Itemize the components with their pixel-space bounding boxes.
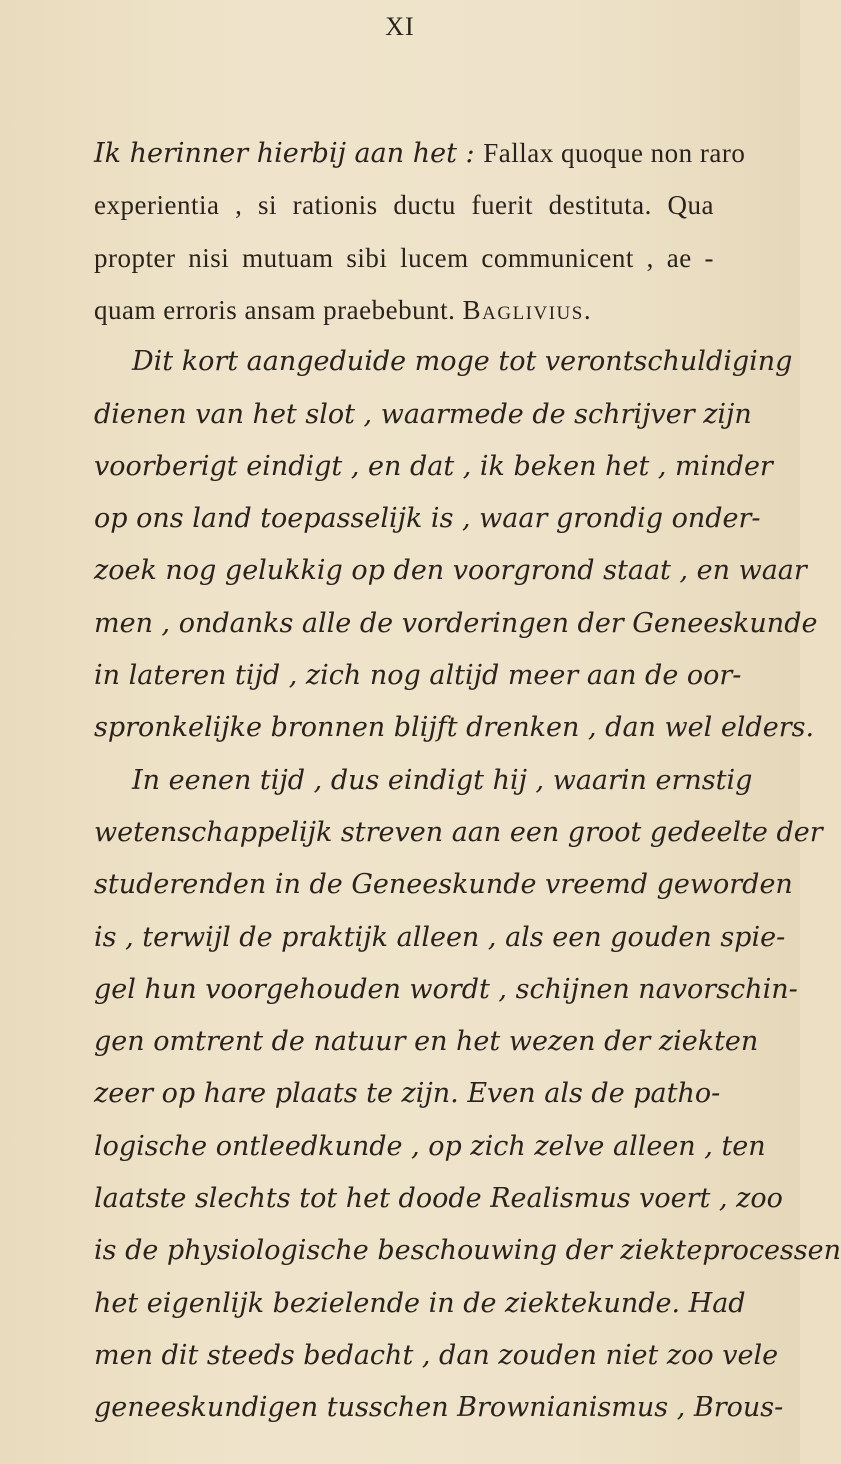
text-line: laatste slechts tot het doode Realismus voert , zoo <box>94 1183 783 1214</box>
text-line: Ik herinner hierbij aan het : Fallax quoque non raro <box>94 138 746 169</box>
text-line: voorberigt eindigt , en dat , ik beken het , minder <box>94 450 773 482</box>
author-name: Baglivius. <box>462 294 593 325</box>
text-line: logische ontleedkunde , op zich zelve alleen , ten <box>94 1130 766 1162</box>
text-line: in lateren tijd , zich nog altijd meer aan de oor- <box>94 660 742 691</box>
text-line: is de physiologische beschouwing der ziekteprocessen <box>94 1235 841 1267</box>
text-line: het eigenlijk bezielende in de ziektekunde. Had <box>94 1287 746 1319</box>
text-line: zoek nog gelukkig op den voorgrond staat , en waar <box>94 555 807 587</box>
text-line: Dit kort aangeduide moge tot verontschuldiging <box>132 346 793 378</box>
text-line: propter nisi mutuam sibi lucem communicent , ae - <box>94 242 714 273</box>
text-line: men dit steeds bedacht , dan zouden niet zoo vele <box>94 1339 779 1371</box>
text-line: dienen van het slot , waarmede de schrijver zijn <box>94 398 752 430</box>
text-line: geneeskundigen tusschen Brownianismus , Brous- <box>94 1392 784 1424</box>
text-line: In eenen tijd , dus eindigt hij , waarin ernstig <box>132 764 753 796</box>
text-line: op ons land toepasselijk is , waar grondig onder- <box>94 503 761 535</box>
text-line: spronkelijke bronnen blijft drenken , dan wel elders. <box>94 712 815 744</box>
text-line: gen omtrent de natuur en het wezen der ziekten <box>94 1026 759 1058</box>
text-line: wetenschappelijk streven aan een groot gedeelte der <box>94 816 823 848</box>
text-line: experientia , si rationis ductu fuerit destituta. Qua <box>94 190 714 221</box>
text-line: men , ondanks alle de vorderingen der Geneeskunde <box>94 607 818 639</box>
text-line: is , terwijl de praktijk alleen , als een gouden spie- <box>94 921 786 953</box>
text-line: studerenden in de Geneeskunde vreemd geworden <box>94 869 793 901</box>
text-line: gel hun voorgehouden wordt , schijnen navorschin- <box>94 973 798 1005</box>
page-number: XI <box>385 12 415 41</box>
text-line: zeer op hare plaats te zijn. Even als de patho- <box>94 1078 721 1110</box>
text-line: quam erroris ansam praebebunt. Baglivius. <box>94 294 593 325</box>
